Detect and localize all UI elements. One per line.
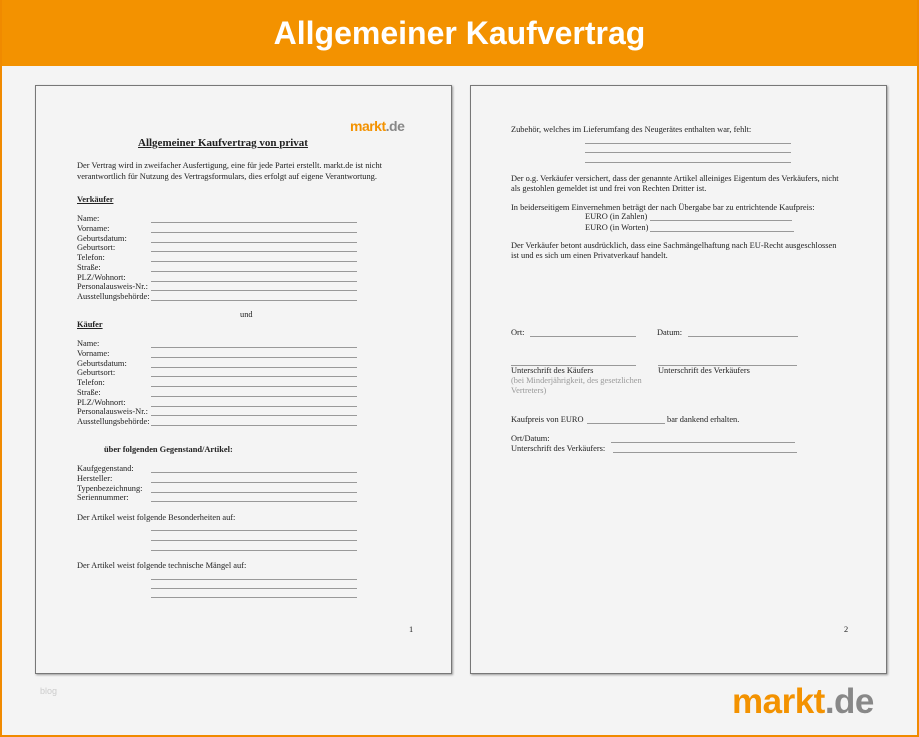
field-line[interactable] — [151, 376, 357, 377]
buyer-signature-note: (bei Minderjährigkeit, des gesetzlichen — [511, 376, 642, 385]
buyer-signature-label: Unterschrift des Käufers — [511, 366, 594, 375]
blank-line[interactable] — [151, 540, 357, 541]
field-line[interactable] — [151, 300, 357, 301]
field-label: Name: — [77, 214, 100, 223]
receipt-amount-line[interactable] — [587, 423, 665, 424]
accessories-text: Zubehör, welches im Lieferumfang des Neugerätes enthalten war, fehlt: — [511, 125, 752, 134]
banner-title: Allgemeiner Kaufvertrag — [2, 0, 917, 66]
field-line[interactable] — [151, 482, 357, 483]
field-line[interactable] — [151, 261, 357, 262]
field-line[interactable] — [151, 347, 357, 348]
blank-line[interactable] — [151, 579, 357, 580]
field-line[interactable] — [151, 386, 357, 387]
warranty-line: ist und es sich um einen Privatverkauf handelt. — [511, 251, 668, 260]
field-label: Telefon: — [77, 253, 105, 262]
blank-line[interactable] — [585, 162, 791, 163]
frame — [2, 0, 917, 735]
field-line[interactable] — [151, 425, 357, 426]
field-line[interactable] — [151, 396, 357, 397]
field-line[interactable] — [151, 501, 357, 502]
seller-signature-label: Unterschrift des Verkäufers — [658, 366, 750, 375]
field-line[interactable] — [151, 492, 357, 493]
special-features-label: Der Artikel weist folgende Besonderheiten auf: — [77, 513, 236, 522]
place-line[interactable] — [530, 336, 636, 337]
defects-label: Der Artikel weist folgende technische Mängel auf: — [77, 561, 247, 570]
date-line[interactable] — [688, 336, 798, 337]
date-label: Datum: — [657, 328, 683, 337]
and-text: und — [240, 310, 253, 319]
place-label: Ort: — [511, 328, 525, 337]
warranty-line: Der Verkäufer betont ausdrücklich, dass eine Sachmängelhaftung nach EU-Recht ausgeschlossen — [511, 241, 837, 250]
place-date-line[interactable] — [611, 442, 795, 443]
field-line[interactable] — [151, 222, 357, 223]
field-line[interactable] — [151, 251, 357, 252]
field-line[interactable] — [151, 406, 357, 407]
euro-words-label: EURO (in Worten) — [585, 223, 649, 232]
field-line[interactable] — [151, 290, 357, 291]
buyer-heading: Käufer — [77, 320, 103, 329]
field-label: Ausstellungsbehörde: — [77, 292, 150, 301]
field-label: Geburtsort: — [77, 243, 116, 253]
intro-line: verantwortlich für Nutzung des Vertragsformulars, dies erfolgt auf eigene Verantwortung. — [77, 172, 377, 181]
document-title: Allgemeiner Kaufvertrag von privat — [138, 137, 308, 149]
receipt-text: Kaufpreis von EURO — [511, 415, 584, 424]
field-line[interactable] — [151, 281, 357, 282]
field-label: Kaufgegenstand: — [77, 464, 134, 473]
euro-words-line[interactable] — [650, 231, 794, 232]
field-line[interactable] — [151, 242, 357, 243]
euro-numbers-label: EURO (in Zahlen) — [585, 212, 648, 221]
blank-line[interactable] — [585, 152, 791, 153]
field-label: Personalausweis-Nr.: — [77, 282, 148, 292]
field-label: Geburtsdatum: — [77, 233, 127, 243]
field-label: Straße: — [77, 262, 101, 272]
field-label: Personalausweis-Nr.: — [77, 407, 148, 417]
buyer-signature-note: Vertreters) — [511, 386, 547, 395]
field-label: Seriennummer: — [77, 493, 129, 503]
field-label: Geburtsdatum: — [77, 358, 127, 368]
euro-numbers-line[interactable] — [650, 220, 792, 221]
field-label: Telefon: — [77, 378, 105, 387]
place-date-label: Ort/Datum: — [511, 434, 550, 443]
assurance-line: als gestohlen gemeldet ist und frei von Rechten Dritter ist. — [511, 184, 707, 193]
markt-de-logo: markt.de — [732, 682, 874, 721]
field-label: Hersteller: — [77, 473, 113, 483]
seller-signature2-label: Unterschrift des Verkäufers: — [511, 444, 606, 453]
document-page-1 — [35, 85, 452, 674]
field-label: Ausstellungsbehörde: — [77, 417, 150, 426]
markt-logo: markt.de — [350, 118, 405, 134]
field-line[interactable] — [151, 357, 357, 358]
field-line[interactable] — [151, 415, 357, 416]
field-line[interactable] — [151, 232, 357, 233]
document-page-2 — [470, 85, 887, 674]
blog-label: blog — [40, 686, 58, 696]
seller-signature2-line[interactable] — [613, 452, 797, 453]
blank-line[interactable] — [151, 530, 357, 531]
field-line[interactable] — [151, 472, 357, 473]
intro-line: Der Vertrag wird in zweifacher Ausfertigung, eine für jede Partei erstellt. markt.de ist nicht — [77, 161, 382, 170]
field-line[interactable] — [151, 271, 357, 272]
field-line[interactable] — [151, 367, 357, 368]
blank-line[interactable] — [151, 597, 357, 598]
blank-line[interactable] — [585, 143, 791, 144]
price-intro: In beiderseitigem Einvernehmen beträgt der nach Übergabe bar zu entrichtende Kaufpreis: — [511, 203, 815, 212]
assurance-line: Der o.g. Verkäufer versichert, dass der genannte Artikel alleiniges Eigentum des Verkäufers, nicht — [511, 174, 839, 183]
page-number: 2 — [844, 625, 849, 634]
field-label: Typenbezeichnung: — [77, 483, 143, 493]
field-label: Vorname: — [77, 223, 110, 233]
field-label: Geburtsort: — [77, 368, 116, 378]
item-heading: über folgenden Gegenstand/Artikel: — [104, 445, 233, 454]
field-label: PLZ/Wohnort: — [77, 272, 126, 282]
seller-heading: Verkäufer — [77, 195, 114, 204]
field-label: Name: — [77, 339, 100, 348]
receipt-text-end: bar dankend erhalten. — [667, 415, 740, 424]
field-label: Straße: — [77, 387, 101, 397]
blank-line[interactable] — [151, 550, 357, 551]
page-number: 1 — [409, 625, 414, 634]
field-label: PLZ/Wohnort: — [77, 397, 126, 407]
blank-line[interactable] — [151, 588, 357, 589]
field-label: Vorname: — [77, 348, 110, 358]
